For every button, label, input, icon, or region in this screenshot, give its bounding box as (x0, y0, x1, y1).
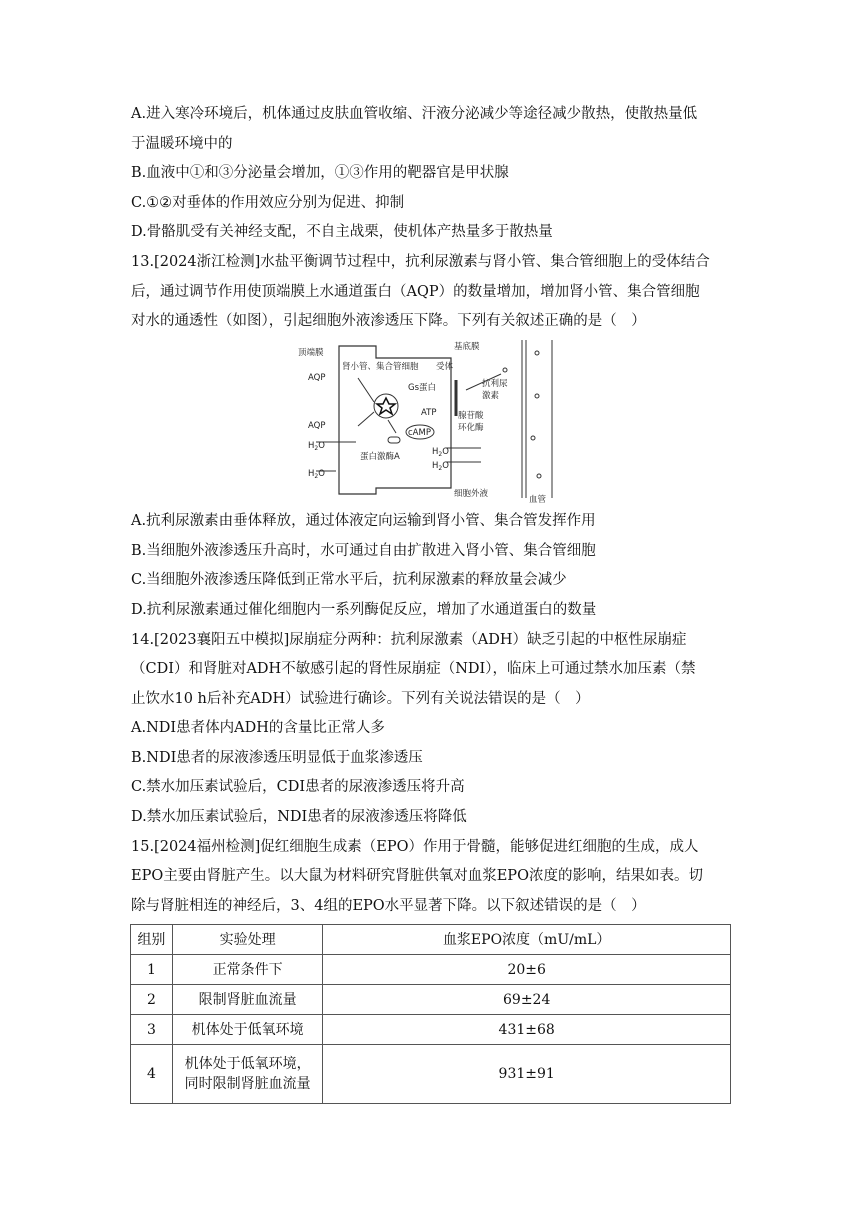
q15-stem-line-2: EPO主要由肾脏产生。以大鼠为材料研究肾脏供氧对血浆EPO浓度的影响，结果如表。切 (131, 868, 703, 884)
cell-epo: 431±68 (323, 1015, 731, 1045)
q13-stem-line-3: 对水的通透性（如图），引起细胞外液渗透压下降。下列有关叙述正确的是（ ） (131, 313, 646, 329)
adh-label: 抗利尿 (482, 379, 508, 389)
cell-label: 肾小管、集合管细胞 (342, 362, 419, 372)
table-row (131, 955, 731, 985)
cell-group: 1 (131, 955, 173, 985)
q14-stem-line-3: 止饮水10 h后补充ADH）试验进行确诊。下列有关说法错误的是（ ） (131, 691, 590, 707)
q13-option-c: C.当细胞外液渗透压降低到正常水平后，抗利尿激素的释放量会减少 (131, 572, 567, 588)
cell-treatment-line-2: 同时限制肾脏血流量 (184, 1076, 311, 1092)
cell-treatment: 限制肾脏血流量 (172, 985, 322, 1015)
header-group: 组别 (131, 925, 173, 955)
aqp-label-bottom: AQP (308, 421, 326, 431)
arrow-pka-to-vesicle (388, 420, 396, 433)
q14-option-b: B.NDI患者的尿液渗透压明显低于血浆渗透压 (131, 750, 423, 766)
q15-stem-line-1: 15.[2024福州检测]促红细胞生成素（EPO）作用于骨髓，能够促进红细胞的生成，成人 (131, 839, 699, 855)
table-row (131, 1045, 731, 1104)
camp-label: cAMP (408, 428, 431, 438)
q14-option-a: A.NDI患者体内ADH的含量比正常人多 (131, 720, 385, 736)
epo-results-table (130, 924, 731, 1104)
h2o-label-2: $H_2O$ (308, 469, 325, 480)
cell-group: 2 (131, 985, 173, 1015)
q15-stem-line-3: 除与肾脏相连的神经后，3、4组的EPO水平显著下降。以下叙述错误的是（ ） (131, 898, 646, 914)
q12-option-c: C.①②对垂体的作用效应分别为促进、抑制 (131, 195, 405, 211)
table-header-row (131, 925, 731, 955)
cell-treatment: 正常条件下 (172, 955, 322, 985)
h2o-label-4: $H_2O$ (432, 461, 449, 472)
aqp-label-top: AQP (308, 373, 326, 383)
h2o-label-1: $H_2O$ (308, 441, 325, 452)
ecf-label: 细胞外液 (454, 489, 489, 499)
hormone-dot (535, 394, 539, 398)
q13-option-d: D.抗利尿激素通过催化细胞内一系列酶促反应，增加了水通道蛋白的数量 (131, 602, 597, 618)
gs-protein-label: Gs蛋白 (408, 383, 437, 393)
atp-label: ATP (421, 408, 437, 418)
pka-label: 蛋白激酶A (360, 452, 400, 462)
q14-stem-line-1: 14.[2023襄阳五中模拟]尿崩症分两种：抗利尿激素（ADH）缺乏引起的中枢性尿崩症 (131, 632, 687, 648)
arrow-vesicle-to-aqp (358, 378, 374, 402)
q13-option-a: A.抗利尿激素由垂体释放，通过体液定向运输到肾小管、集合管发挥作用 (131, 513, 596, 529)
hormone-dot (531, 436, 535, 440)
arrow-vesicle-to-aqp-2 (358, 412, 374, 426)
table-row (131, 985, 731, 1015)
cell-epo: 69±24 (323, 985, 731, 1015)
q14-stem-line-2: （CDI）和肾脏对ADH不敏感引起的肾性尿崩症（NDI），临床上可通过禁水加压素（禁 (131, 661, 696, 677)
cell-treatment (172, 1045, 322, 1104)
aqp-vesicle-icon (377, 398, 395, 414)
cell-epo: 931±91 (323, 1045, 731, 1104)
receptor-label: 受体 (436, 362, 454, 372)
vessel-label: 血管 (529, 495, 547, 504)
q14-option-c: C.禁水加压素试验后，CDI患者的尿液渗透压将升高 (131, 779, 465, 795)
cell-epo: 20±6 (323, 955, 731, 985)
q12-option-b: B.血液中①和③分泌量会增加，①③作用的靶器官是甲状腺 (131, 165, 509, 181)
header-epo: 血浆EPO浓度（mU/mL） (323, 925, 731, 955)
adh-molecule (503, 368, 507, 372)
apical-membrane-label: 顶端膜 (298, 348, 324, 358)
q13-stem-line-1: 13.[2024浙江检测]水盐平衡调节过程中，抗利尿激素与肾小管、集合管细胞上的受体结合 (131, 254, 710, 270)
cell-group: 3 (131, 1015, 173, 1045)
hormone-dot (537, 474, 541, 478)
adh-label-2: 激素 (482, 391, 500, 401)
table-row (131, 1015, 731, 1045)
q12-option-a: A.进入寒冷环境后，机体通过皮肤血管收缩、汗液分泌减少等途径减少散热，使散热量低 (131, 106, 698, 122)
enzyme-label-2: 环化酶 (458, 423, 484, 433)
cell-group: 4 (131, 1045, 173, 1104)
enzyme-label-1: 腺苷酸 (458, 411, 484, 421)
h2o-label-3: $H_2O$ (432, 447, 449, 458)
q13-stem-line-2: 后，通过调节作用使顶端膜上水通道蛋白（AQP）的数量增加，增加肾小管、集合管细胞 (131, 284, 700, 300)
cell-treatment: 机体处于低氧环境 (172, 1015, 322, 1045)
q14-option-d: D.禁水加压素试验后，NDI患者的尿液渗透压将降低 (131, 809, 467, 825)
basal-membrane-label: 基底膜 (454, 342, 480, 352)
hormone-dot (535, 351, 539, 355)
q12-option-a-cont: 于温暖环境中的 (131, 136, 233, 152)
header-treatment: 实验处理 (172, 925, 322, 955)
q13-option-b: B.当细胞外液渗透压升高时，水可通过自由扩散进入肾小管、集合管细胞 (131, 543, 596, 559)
cell-treatment-line-1: 机体处于低氧环境， (184, 1056, 311, 1072)
q12-option-d: D.骨骼肌受有关神经支配，不自主战栗，使机体产热量多于散热量 (131, 224, 553, 240)
pka-shape (388, 437, 400, 443)
kidney-cell-diagram (296, 338, 558, 504)
